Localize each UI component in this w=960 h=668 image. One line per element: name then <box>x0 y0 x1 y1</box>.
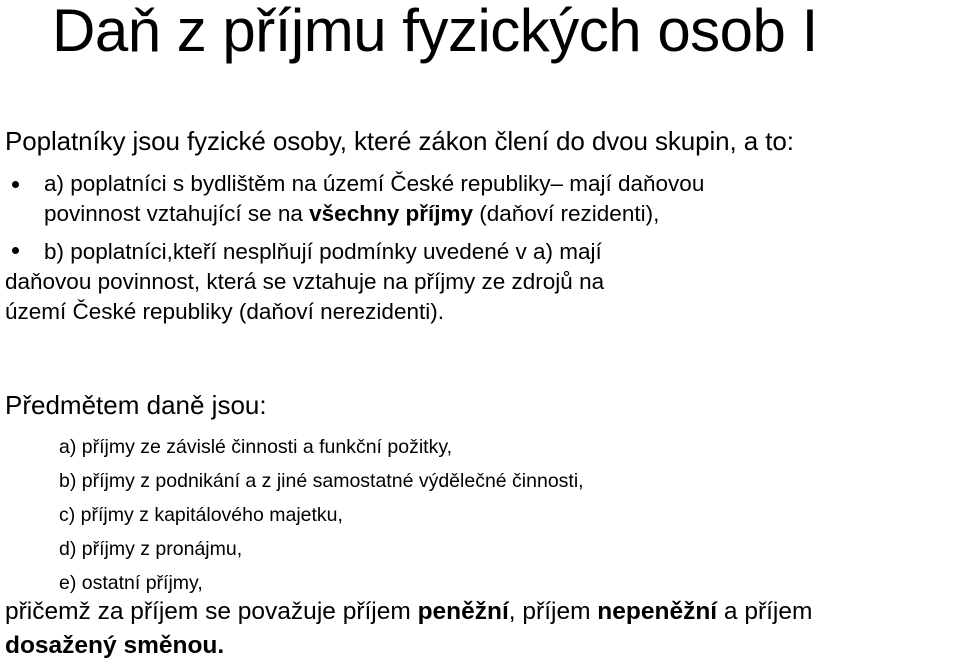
bold-exchange: dosažený směnou. <box>5 632 225 659</box>
slide-title: Daň z příjmu fyzických osob I <box>52 0 818 64</box>
list-item: b) příjmy z podnikání a z jiné samostatné výdělečné činnosti, <box>59 470 584 492</box>
intro-text: Poplatníky jsou fyzické osoby, které zákon člení do dvou skupin, a to: <box>5 126 794 156</box>
bullet-nonresident-line1: b) poplatníci,kteří nesplňují podmínky uvedené v a) mají <box>44 239 602 264</box>
bullet-nonresident <box>5 237 604 327</box>
closing-line1: přičemž za příjem se považuje příjem peněžní, příjem nepeněžní a příjem <box>5 598 813 625</box>
bold-monetary: peněžní <box>417 598 509 625</box>
bullet-icon <box>12 181 19 188</box>
bold-all-income: všechny příjmy <box>309 201 473 226</box>
closing-line2 <box>5 629 812 663</box>
subject-heading: Předmětem daně jsou: <box>5 390 267 420</box>
bullet-resident <box>44 169 704 229</box>
list-item: d) příjmy z pronájmu, <box>59 538 243 560</box>
bullet-resident-line1: a) poplatníci s bydlištěm na území České republiky– mají daňovou <box>44 171 705 196</box>
bullet-nonresident-line3: území České republiky (daňoví nerezidenti). <box>5 299 444 324</box>
bold-nonmonetary: nepeněžní <box>597 598 718 625</box>
subject-list <box>59 430 584 600</box>
closing-text <box>5 595 812 663</box>
bullet-nonresident-line2: daňovou povinnost, která se vztahuje na příjmy ze zdrojů na <box>5 269 605 294</box>
list-item: a) příjmy ze závislé činnosti a funkční požitky, <box>59 436 453 458</box>
list-item: c) příjmy z kapitálového majetku, <box>59 504 343 526</box>
bullet-resident-line2: povinnost vztahující se na všechny příjmy (daňoví rezidenti), <box>44 201 660 226</box>
list-item: e) ostatní příjmy, <box>59 572 203 594</box>
